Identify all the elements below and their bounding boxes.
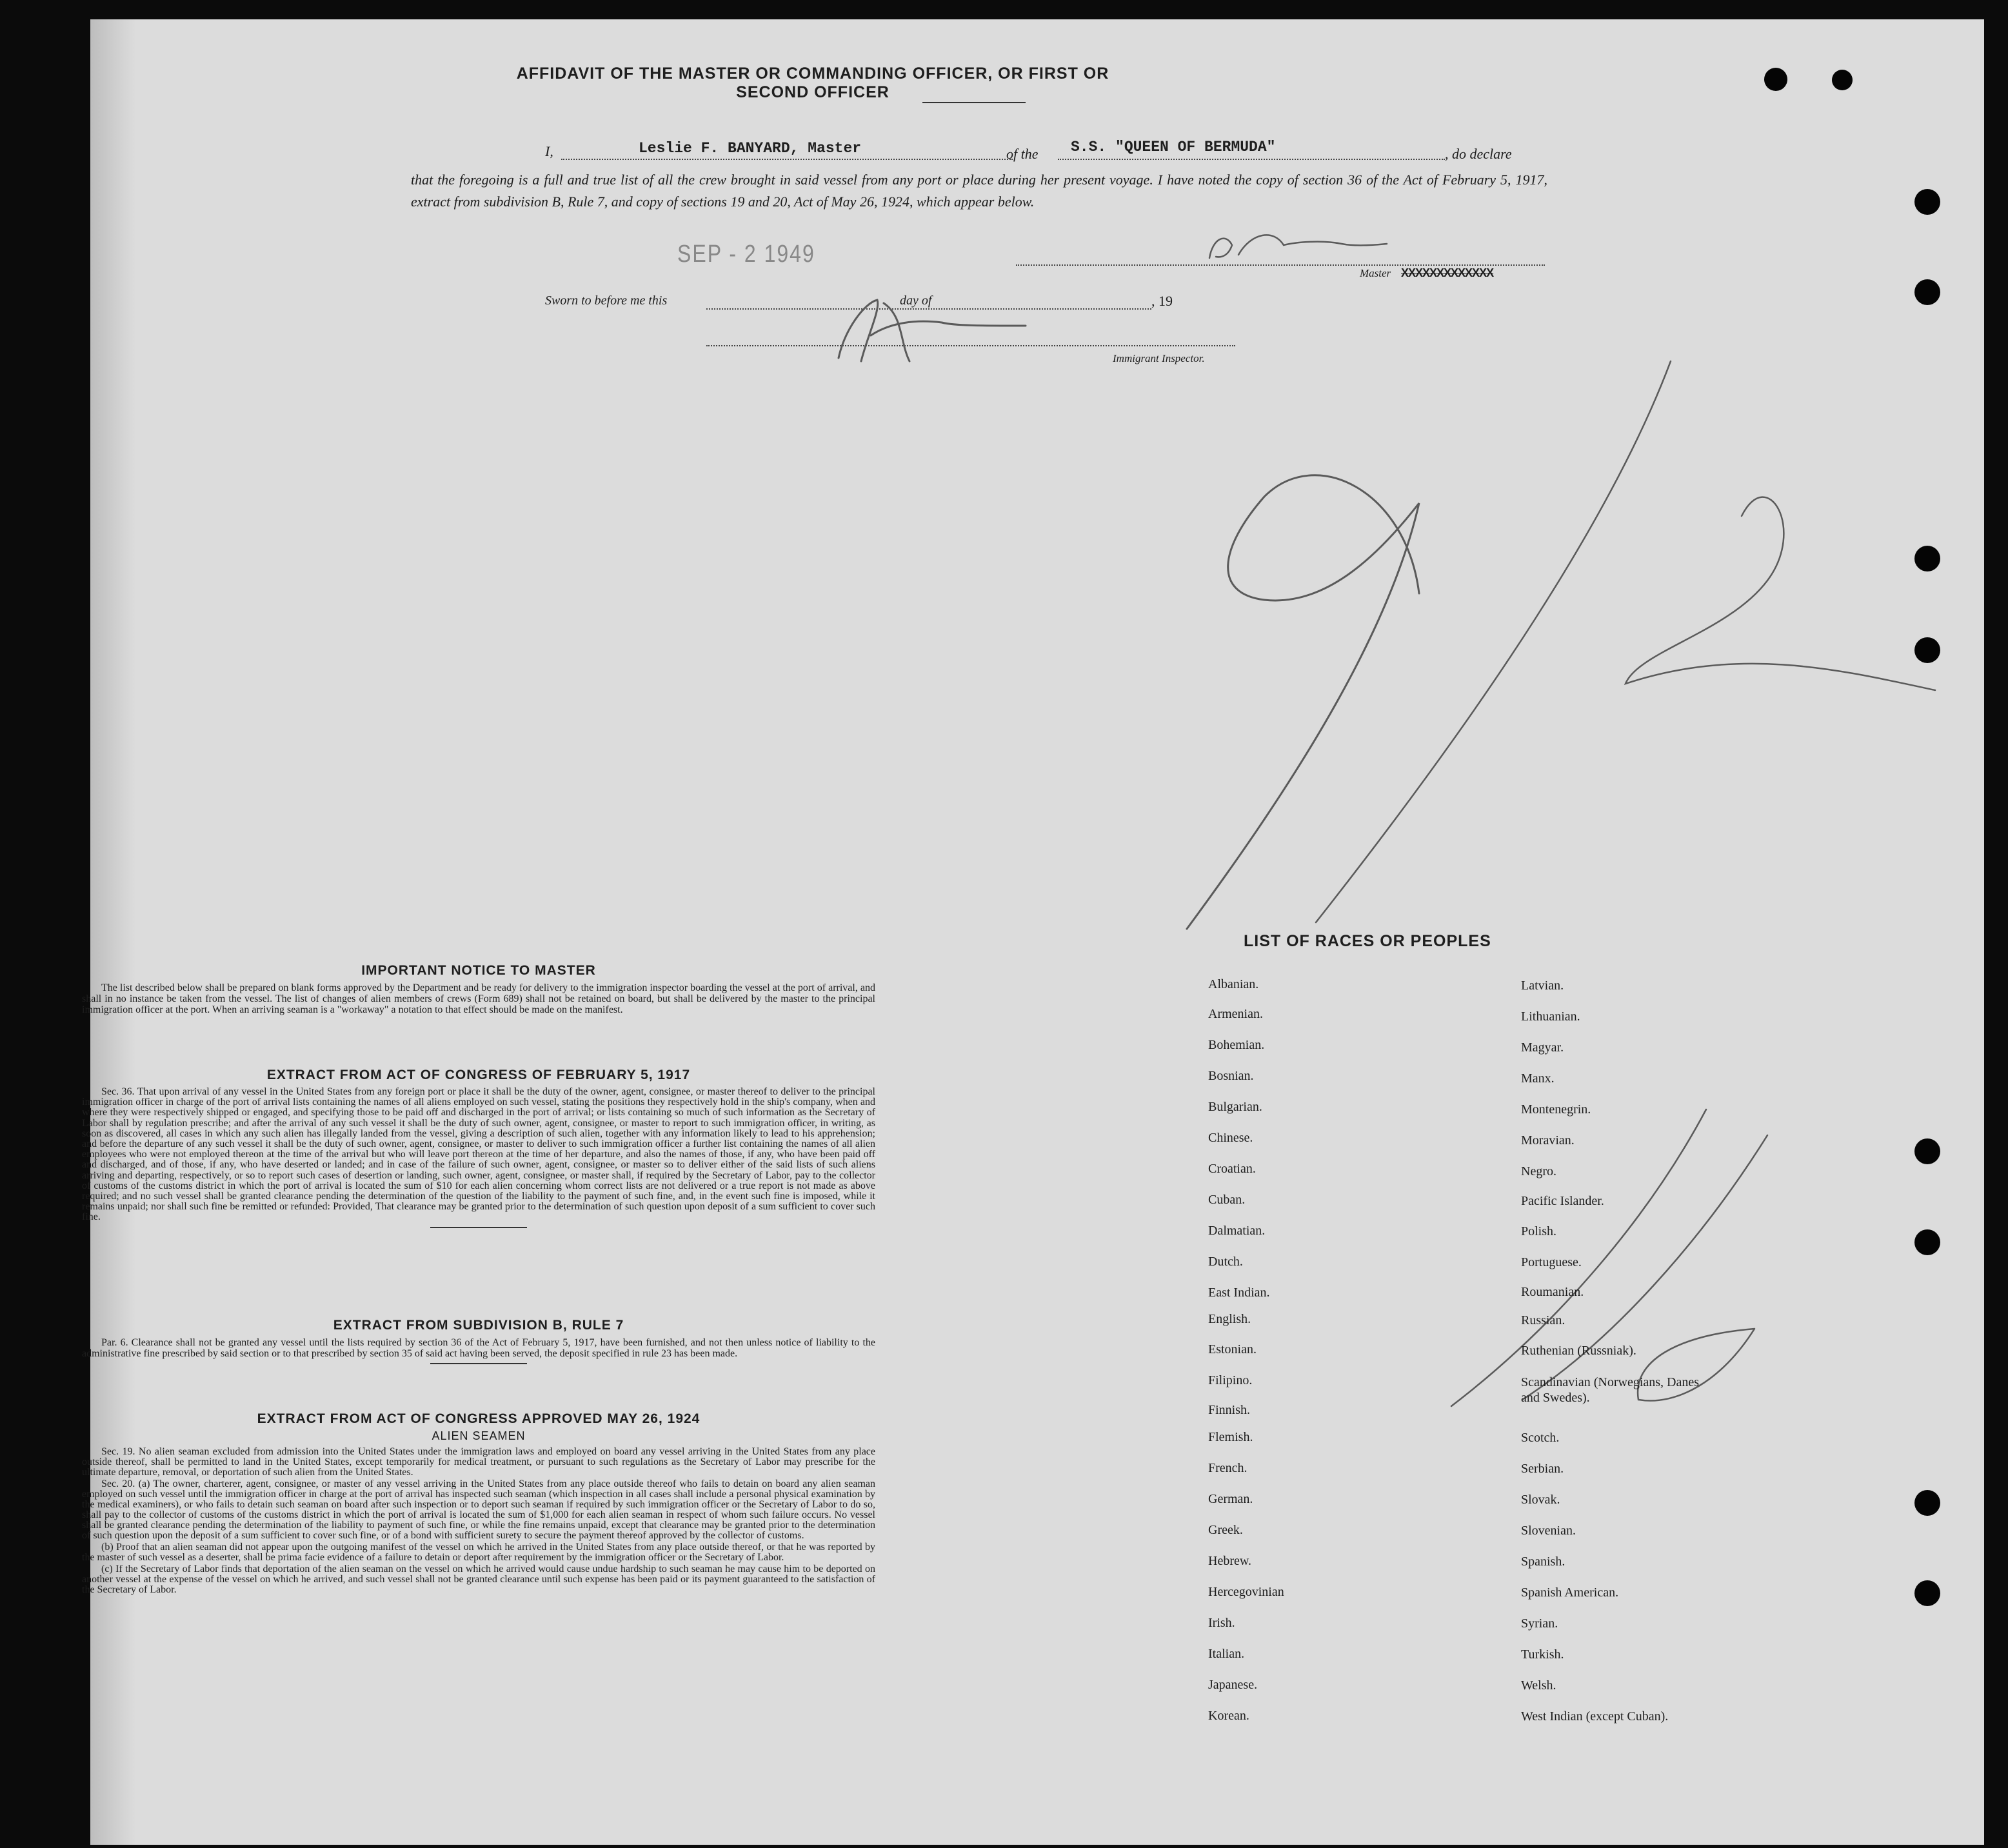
race-left: French. <box>1208 1461 1248 1475</box>
race-right: Russian. <box>1521 1313 1566 1327</box>
race-left: Albanian. <box>1208 977 1259 991</box>
notice-title: IMPORTANT NOTICE TO MASTER <box>361 963 596 978</box>
race-right: Welsh. <box>1521 1678 1556 1693</box>
race-left: Estonian. <box>1208 1342 1257 1356</box>
extract-1917-title: EXTRACT FROM ACT OF CONGRESS OF FEBRUARY 5, 1917 <box>266 1068 691 1082</box>
race-left: English. <box>1208 1312 1251 1326</box>
extract-1924-sec20c: (c) If the Secretary of Labor finds that deportation of the alien seaman on the vessel on which he arrived would cause undue hardship to such seaman he may cause him to be deported on another vessel at the expense of the vessel on which he arrived, and such vessel shall not be granted clearance until such expense has been paid or its payment guaranteed to the satisfaction of the Secretary of Labor. <box>82 1564 875 1595</box>
extract-1917-text: Sec. 36. That upon arrival of any vessel in the United States from any foreign port or place it shall be the duty of the owner, agent, consignee, or master thereof to deliver to the principal immigration officer in charge of the port of arrival lists containing the names of all aliens employed on such vessel, stating the positions they respectively hold in the ship's company, when and where they were respectively shipped or engaged, and specifying those to be paid off and discharged in the port of arrival; or lists containing so much of such information as the Secretary of Labor shall by regulation prescribe; and after the arrival of any such vessel it shall be the duty of such owner, agent, consignee, or master to report to such immigration officer, in writing, as soon as discovered, all cases in which any such alien has illegally landed from the vessel, giving a description of such alien, together with any information likely to lead to his apprehension; and before the departure of any such vessel it shall be the duty of such owner, agent, consignee, or master to deliver to such immigration officer a further list containing the names of all alien employees who were not employed thereon at the time of the arrival but who will leave port thereon at the time of her departure, and also the names of those, if any, who have been paid off and discharged, and of those, if any, who have deserted or landed; and in case of the failure of such owner, agent, consignee, or master so to deliver either of the said lists of such aliens arriving and departing, respectively, or so to report such cases of desertion or landing, such owner, agent, consignee, or master shall, if required by the Secretary of Labor, pay to the collector of customs of the customs district in which the port of arrival is located the sum of $10 for each alien concerning whom correct lists are not delivered or a true report is not made as above required; and no such vessel shall be granted clearance pending the determination of the question of the liability to the payment of such fine, and, in the event such fine is imposed, while it remains unpaid; nor shall such fine be remitted or refunded: Provided, That clearance may be granted prior to the determination of such question upon deposit of a sum sufficient to cover such fine. <box>82 1086 875 1223</box>
section-rule <box>430 1227 527 1228</box>
race-right: Ruthenian (Russniak). <box>1521 1344 1636 1358</box>
race-right: Latvian. <box>1521 979 1564 993</box>
race-left: Greek. <box>1208 1523 1243 1537</box>
declaration-body: that the foregoing is a full and true list of all the crew brought in said vessel from any port or place during her present voyage. I have noted the copy of section 36 of the Act of February 5, 1917, extract from subdivision B, Rule 7, and copy of sections 19 and 20, Act of May 26, 1924, which appear below. <box>411 172 1547 210</box>
affidavit-title: AFFIDAVIT OF THE MASTER OR COMMANDING OFFICER, OR FIRST OR SECOND OFFICER <box>516 65 1109 101</box>
race-left: Japanese. <box>1208 1678 1258 1692</box>
race-left: Bosnian. <box>1208 1069 1254 1083</box>
master-name: Leslie F. BANYARD, Master <box>639 140 862 157</box>
race-right: Montenegrin. <box>1521 1102 1591 1117</box>
extract-1924-sec20b: (b) Proof that an alien seaman did not appear upon the outgoing manifest of the vessel on which he arrived in the United States from any place outside thereof, or that he was reported by the master of such vessel as a deserter, shall be prima facie evidence of a failure to detain or deport after requirement by the immigration officer or the Secretary of Labor. <box>82 1542 875 1563</box>
important-notice-section <box>82 963 875 1015</box>
handwritten-mark-lower <box>1451 1109 1767 1406</box>
extract-1924-sec20a: Sec. 20. (a) The owner, charterer, agent, consignee, or master of any vessel arriving in the United States from any place outside thereof who fails to detain on board any alien seaman employed on such vessel until the immigration officer in charge at the port of arrival has inspected such seaman (which inspection in all cases shall include a personal physical examination by the medical examiners), or who fails to detain such seaman on board after such inspection or to deport such seaman if required by such immigration officer or the Secretary of Labor to do so, shall pay to the collector of customs of the customs district in which the port of arrival is located the sum of $1,000 for each alien seaman in respect of whom such failure occurs. No vessel shall be granted clearance pending the determination of the liability to payment of such fine, or while the fine remains unpaid, except that clearance may be granted prior to the determination of such question upon the deposit of a sum sufficient to cover such fine, or of a bond with sufficient surety to secure the payment thereof approved by the collector of customs. <box>82 1478 875 1541</box>
race-left: East Indian. <box>1208 1286 1270 1300</box>
section-rule <box>430 1363 527 1364</box>
extract-1917-section <box>82 1068 875 1228</box>
race-left: Dalmatian. <box>1208 1224 1266 1238</box>
race-left: Irish. <box>1208 1616 1235 1630</box>
date-stamp: SEP - 2 1949 <box>677 239 815 268</box>
extract-rule7-text: Par. 6. Clearance shall not be granted any vessel until the lists required by section 36 of the Act of February 5, 1917, have been furnished, and not then unless notice of liability to the administrative fine prescribed by said section or to that prescribed by section 35 of said act having been served, the deposit specified in rule 23 has been made. <box>82 1337 875 1359</box>
races-title: LIST OF RACES OR PEOPLES <box>1244 932 1491 950</box>
inspector-signature <box>839 300 1026 361</box>
race-left: Dutch. <box>1208 1255 1243 1269</box>
race-right: Spanish. <box>1521 1555 1566 1569</box>
handwritten-number-nine <box>1187 475 1419 929</box>
race-right: Magyar. <box>1521 1040 1564 1055</box>
race-left: Italian. <box>1208 1647 1245 1661</box>
notice-text: The list described below shall be prepared on blank forms approved by the Department and be ready for delivery to the immigration inspector boarding the vessel at the port of arrival, and shall in no instance be taken from the vessel. The list of changes of alien members of crews (Form 689) shall not be retained on board, but shall be delivered by the master to the principal immigration officer at the port. When an arriving seaman is a "workaway" a notation to that effect should be made on the manifest. <box>82 982 875 1015</box>
day-of-label: day of <box>900 293 932 308</box>
race-left: Hebrew. <box>1208 1554 1252 1568</box>
race-left: Cuban. <box>1208 1193 1246 1207</box>
race-right: Polish. <box>1521 1224 1557 1238</box>
race-right: Portuguese. <box>1521 1255 1582 1269</box>
race-left: Armenian. <box>1208 1007 1263 1021</box>
race-right: Slovak. <box>1521 1493 1560 1507</box>
sworn-label: Sworn to before me this <box>545 293 668 308</box>
handwritten-signature <box>1209 235 1387 258</box>
vessel-name: S.S. "QUEEN OF BERMUDA" <box>1071 139 1276 155</box>
race-left: German. <box>1208 1492 1253 1506</box>
race-left: Flemish. <box>1208 1430 1253 1444</box>
race-right: Serbian. <box>1521 1462 1564 1476</box>
race-right: Roumanian. <box>1521 1285 1584 1299</box>
race-right: Lithuanian. <box>1521 1009 1580 1024</box>
year-prefix: , 19 <box>1151 293 1173 309</box>
race-right: Scandinavian (Norwegians, Danes and Swedes). <box>1521 1375 1700 1405</box>
extract-rule7-title: EXTRACT FROM SUBDIVISION B, RULE 7 <box>333 1318 624 1333</box>
extract-rule7-section <box>82 1318 875 1364</box>
race-right: Manx. <box>1521 1071 1555 1086</box>
race-right: West Indian (except Cuban). <box>1521 1709 1669 1724</box>
race-left: Chinese. <box>1208 1131 1253 1145</box>
race-left: Bulgarian. <box>1208 1100 1262 1114</box>
race-right: Spanish American. <box>1521 1585 1619 1600</box>
race-left: Filipino. <box>1208 1373 1253 1387</box>
race-left: Bohemian. <box>1208 1038 1265 1052</box>
extract-1924-sec19: Sec. 19. No alien seaman excluded from admission into the United States under the immigration laws and employed on board any vessel arriving in the United States from any place outside thereof, shall be permitted to land in the United States, except temporarily for medical treatment, or pursuant to such regulations as the Secretary of Labor may prescribe for the ultimate departure, removal, or deportation of such alien from the United States. <box>82 1446 875 1478</box>
race-right: Slovenian. <box>1521 1524 1576 1538</box>
race-left: Korean. <box>1208 1709 1249 1723</box>
extract-1924-title: EXTRACT FROM ACT OF CONGRESS APPROVED MAY 26, 1924 <box>257 1411 701 1426</box>
extract-1924-subtitle: ALIEN SEAMEN <box>432 1429 526 1442</box>
master-signature-label: Master <box>1360 267 1391 279</box>
race-left: Croatian. <box>1208 1162 1256 1176</box>
struck-officer-title: XXXXXXXXXXXXX <box>1401 266 1494 279</box>
inspector-label: Immigrant Inspector. <box>1113 352 1205 364</box>
race-right: Negro. <box>1521 1164 1556 1178</box>
race-right: Turkish. <box>1521 1647 1564 1662</box>
race-right: Syrian. <box>1521 1616 1558 1631</box>
race-right: Moravian. <box>1521 1133 1575 1148</box>
race-right: Pacific Islander. <box>1521 1194 1604 1208</box>
do-declare-label: , do declare <box>1445 146 1512 162</box>
extract-1924-section <box>82 1411 875 1595</box>
declaration-prefix: I, <box>545 143 553 159</box>
handwritten-number-two <box>1625 497 1935 690</box>
of-the-label: of the <box>1006 146 1039 162</box>
race-left: Finnish. <box>1208 1403 1251 1417</box>
race-right: Scotch. <box>1521 1431 1560 1445</box>
race-left: Hercegovinian <box>1208 1585 1284 1599</box>
